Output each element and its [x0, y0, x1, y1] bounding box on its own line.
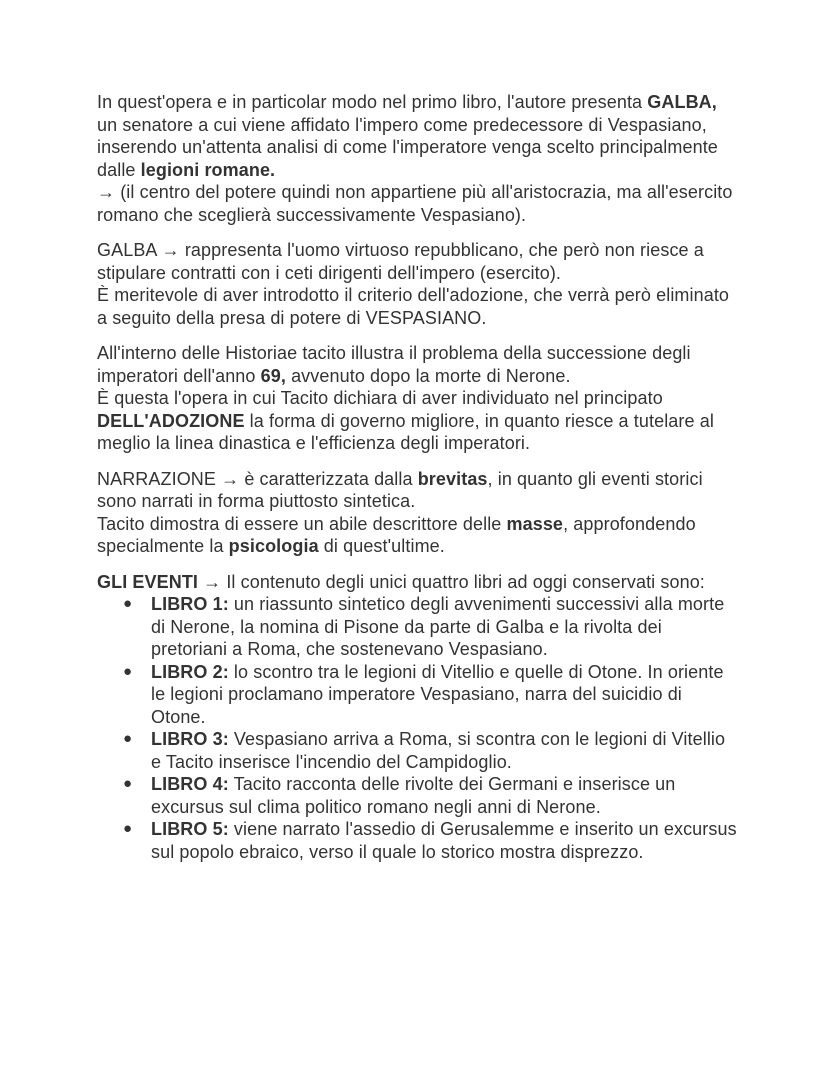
bold-segment-gli-eventi: GLI EVENTI [97, 571, 199, 592]
paragraph-historiae-succession [97, 342, 739, 387]
text-segment: la forma di governo migliore, in quanto riesce a tutelare al meglio la linea dinastica e l'efficienza degli imperatori. [97, 410, 714, 453]
libro-3-label: LIBRO 3: [151, 729, 229, 749]
text-segment: È meritevole di aver introdotto il criterio dell'adozione, che verrà però eliminato a seguito della presa di potere di VESPASIANO. [97, 285, 730, 328]
text-segment: NARRAZIONE → è caratterizzata dalla [97, 468, 418, 489]
text-segment: di quest'ultime. [318, 536, 445, 556]
text-segment: In quest'opera e in particolar modo nel primo libro, l'autore presenta [97, 92, 648, 112]
paragraph-adoption-criterion [97, 284, 739, 329]
notes-text-block [97, 91, 739, 863]
bullet-icon: ● [123, 662, 133, 680]
bullet-icon: ● [123, 820, 133, 837]
bold-segment-masse: masse [506, 513, 564, 534]
bullet-icon: ● [123, 775, 133, 792]
paragraph-intro-galba [97, 91, 739, 181]
libro-4-text: Tacito racconta delle rivolte dei Germani e inserisce un excursus sul clima politico romano negli anni di Nerone. [151, 774, 676, 817]
text-segment: All'interno delle Historiae tacito illustra il problema della successione degli imperatori dell'anno [97, 343, 691, 386]
note-center-of-power [97, 181, 739, 226]
libro-4-label: LIBRO 4: [151, 774, 229, 794]
books-bullet-list [97, 593, 739, 863]
text-segment: Tacito dimostra di essere un abile descrittore delle [97, 513, 507, 534]
paragraph-galba-republican [97, 239, 739, 284]
list-item-libro-5 [97, 818, 739, 863]
text-segment: È questa l'opera in cui Tacito dichiara di aver individuato nel principato [97, 388, 663, 408]
list-item-libro-1 [97, 593, 739, 661]
libro-1-text: un riassunto sintetico degli avvenimenti successivi alla morte di Nerone, la nomina di Pisone da parte di Galba e la rivolta dei pretoriani a Roma, che sostenevano Vespasiano. [151, 594, 725, 659]
text-segment: , approfondendo specialmente la [97, 513, 696, 556]
list-item-libro-4 [97, 773, 739, 818]
bullet-icon: ● [123, 595, 133, 612]
bold-segment-psicologia: psicologia [228, 536, 319, 556]
text-segment: GALBA → rappresenta l'uomo virtuoso repubblicano, che però non riesce a stipulare contratti con i ceti dirigenti dell'impero (esercito). [97, 240, 704, 283]
libro-3-text: Vespasiano arriva a Roma, si scontra con le legioni di Vitellio e Tacito inserisce l'incendio del Campidoglio. [151, 729, 726, 772]
bold-segment-legioni-romane: legioni romane. [140, 159, 276, 180]
bold-segment-galba: GALBA, [647, 92, 717, 112]
list-item-libro-2 [97, 661, 739, 729]
libro-2-text: lo scontro tra le legioni di Vitellio e quelle di Otone. In oriente le legioni proclamano imperatore Vespasiano, narra del suicidio di Otone. [151, 661, 724, 727]
text-segment: avvenuto dopo la morte di Nerone. [285, 365, 571, 386]
text-segment: un senatore a cui viene affidato l'impero come predecessore di Vespasiano, inserendo un'attenta analisi di come l'imperatore venga scelto principalmente dalle [97, 114, 718, 180]
heading-gli-eventi [97, 571, 739, 594]
libro-2-label: LIBRO 2: [151, 661, 229, 682]
text-segment: → (il centro del potere quindi non appartiene più all'aristocrazia, ma all'esercito romano che sceglierà successivamente Vespasiano). [97, 182, 733, 225]
bullet-icon: ● [123, 730, 133, 747]
libro-1-label: LIBRO 1: [151, 594, 229, 614]
text-segment: , in quanto gli eventi storici sono narrati in forma piuttosto sintetica. [97, 468, 703, 511]
text-segment: → Il contenuto degli unici quattro libri ad oggi conservati sono: [198, 571, 705, 592]
bold-segment-69: 69, [260, 365, 286, 386]
list-item-libro-3 [97, 728, 739, 773]
libro-5-text: viene narrato l'assedio di Gerusalemme e inserito un excursus sul popolo ebraico, verso il quale lo storico mostra disprezzo. [151, 819, 737, 862]
bold-segment-delladozione: DELL'ADOZIONE [97, 410, 245, 431]
paragraph-principato-adozione [97, 387, 739, 455]
libro-5-label: LIBRO 5: [151, 819, 229, 839]
bold-segment-brevitas: brevitas [417, 468, 488, 489]
paragraph-tacito-masse [97, 513, 739, 558]
paragraph-narrazione-brevitas [97, 468, 739, 513]
